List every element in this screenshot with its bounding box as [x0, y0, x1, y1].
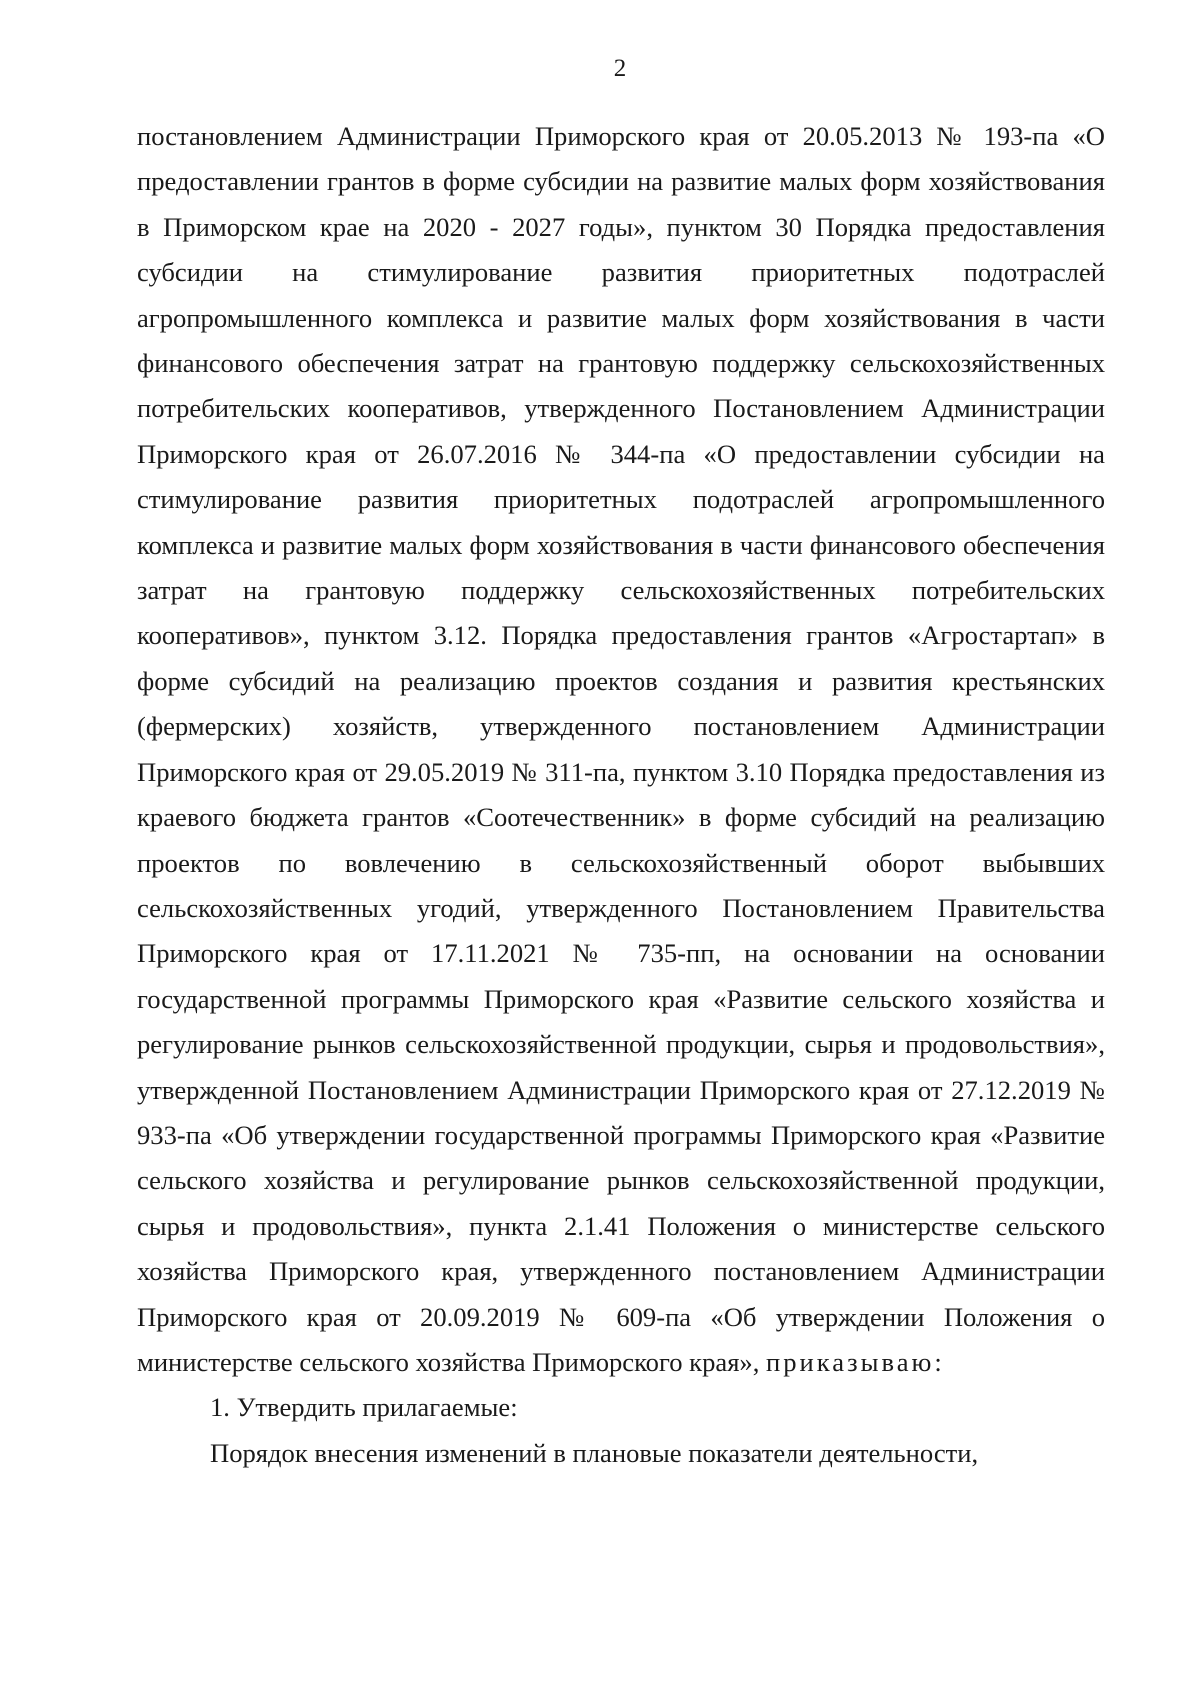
page-number: 2	[613, 55, 627, 82]
main-paragraph-text: постановлением Администрации Приморского края от 20.05.2013 № 193-па «О предоставлении грантов в форме субсидии на развитие малых форм хозяйствования в Приморском крае на 2020 - 2027 годы», пунктом 30 Порядка предоставления субсидии на стимулирование развития приоритетных подотраслей агропромышленного комплекса и развитие малых форм хозяйствования в части финансового обеспечения затрат на грантовую поддержку сельскохозяйственных потребительских кооперативов, утвержденного Постановлением Администрации Приморского края от 26.07.2016 № 344-па «О предоставлении субсидии на стимулирование развития приоритетных подотраслей агропромышленного комплекса и развитие малых форм хозяйствования в части финансового обеспечения затрат на грантовую поддержку сельскохозяйственных потребительских кооперативов», пунктом 3.12. Порядка предоставления грантов «Агростартап» в форме субсидий на реализацию проектов создания и развития крестьянских (фермерских) хозяйств, утвержденного постановлением Администрации Приморского края от 29.05.2019 № 311-па, пунктом 3.10 Порядка предоставления из краевого бюджета грантов «Соотечественник» в форме субсидий на реализацию проектов по вовлечению в сельскохозяйственный оборот выбывших сельскохозяйственных угодий, утвержденного Постановлением Правительства Приморского края от 17.11.2021 № 735-пп, на основании на основании государственной программы Приморского края «Развитие сельского хозяйства и регулирование рынков сельскохозяйственной продукции, сырья и продовольствия», утвержденной Постановлением Администрации Приморского края от 27.12.2019 № 933-па «Об утверждении государственной программы Приморского края «Развитие сельского хозяйства и регулирование рынков сельскохозяйственной продукции, сырья и продовольствия», пункта 2.1.41 Положения о министерстве сельского хозяйства Приморского края, утвержденного постановлением Администрации Приморского края от 20.09.2019 № 609-па «Об утверждении Положения о министерстве сельского хозяйства Приморского края»,	[137, 121, 1105, 1377]
main-paragraph	[137, 114, 1105, 1385]
last-paragraph: Порядок внесения изменений в плановые показатели деятельности,	[210, 1437, 979, 1468]
order-word: приказываю:	[766, 1346, 945, 1377]
item-1: 1. Утвердить прилагаемые:	[210, 1392, 518, 1423]
document-body	[137, 114, 1105, 1476]
